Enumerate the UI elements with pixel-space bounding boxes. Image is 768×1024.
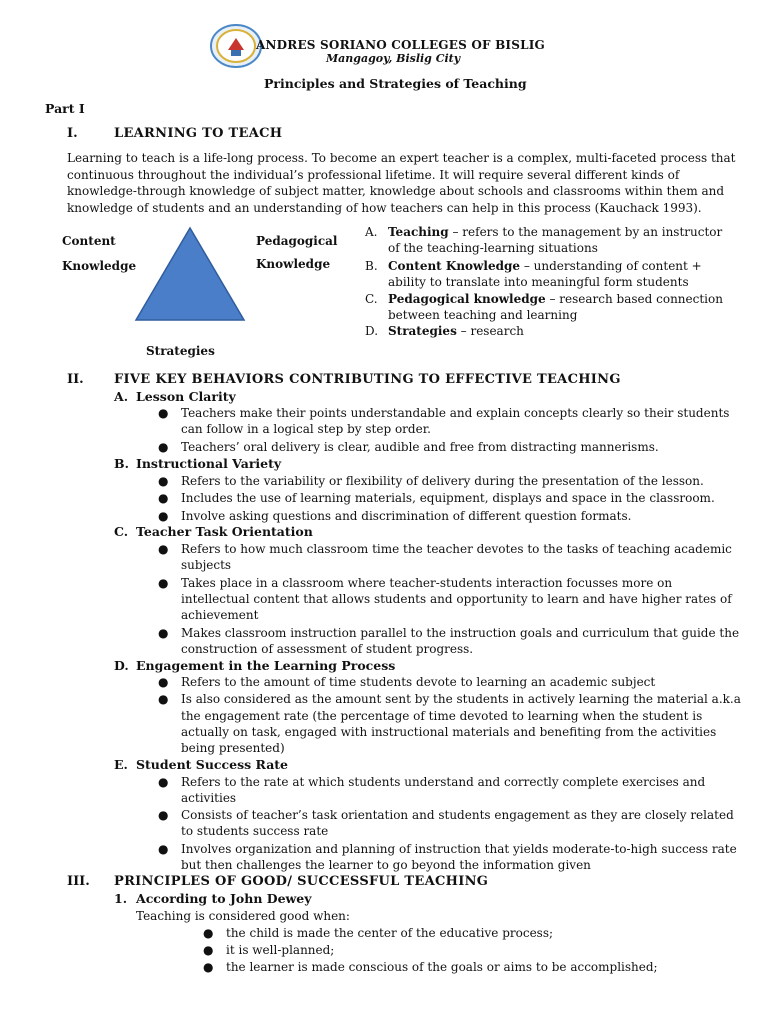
subsection-e-title: Student Success Rate [136, 757, 289, 772]
school-location: Mangagoy, Bislig City [326, 52, 461, 65]
bullet-icon: ● [158, 576, 169, 590]
list-item: it is well-planned; [226, 943, 335, 957]
list-item: the engagement rate (the percentage of time devoted to learning when the student is [181, 709, 703, 723]
list-item: Involves organization and planning of instruction that yields moderate-to-high success rate [181, 842, 737, 856]
bullet-icon: ● [203, 960, 214, 974]
section-3-title: PRINCIPLES OF GOOD/ SUCCESSFUL TEACHING [114, 874, 489, 889]
def-c [388, 291, 723, 308]
diagram-label-knowledge-left: Knowledge [62, 259, 137, 273]
diagram-label-content: Content [62, 234, 116, 248]
subsection-b-title: Instructional Variety [136, 456, 282, 471]
diagram-label-strategies: Strategies [146, 344, 215, 358]
list-item: Refers to the rate at which students understand and correctly complete exercises and [181, 775, 706, 789]
list-item: subjects [181, 558, 232, 572]
def-text: – research based connection [545, 292, 723, 306]
list-item: can follow in a logical step by step order. [181, 422, 431, 436]
list-item: Teachers make their points understandable and explain concepts clearly so their students [181, 406, 730, 420]
def-a [388, 224, 722, 241]
bullet-icon: ● [158, 406, 169, 420]
paragraph-line: Learning to teach is a life-long process. To become an expert teacher is a complex, multi-faceted process that [67, 151, 736, 165]
def-term: Strategies [388, 324, 457, 338]
def-c-letter: C. [365, 292, 378, 306]
list-item: Makes classroom instruction parallel to the instruction goals and curriculum that guide the [181, 626, 740, 640]
section-2-title: FIVE KEY BEHAVIORS CONTRIBUTING TO EFFECTIVE TEACHING [114, 372, 621, 387]
list-item: Involve asking questions and discrimination of different question formats. [181, 509, 632, 523]
section-3-number: III. [67, 874, 90, 889]
bullet-icon: ● [158, 675, 169, 689]
bullet-icon: ● [158, 842, 169, 856]
def-c-cont: between teaching and learning [388, 308, 578, 322]
def-b-cont: ability to translate into meaningful form students [388, 275, 689, 289]
paragraph-line: knowledge of students and an understanding of how teachers can help in this process (Kauchack 1993). [67, 200, 702, 215]
list-item: to students success rate [181, 824, 329, 838]
def-a-cont: of the teaching-learning situations [388, 241, 598, 255]
subsection-d-title: Engagement in the Learning Process [136, 658, 396, 673]
section-1-title: LEARNING TO TEACH [114, 126, 283, 141]
subsection-1-title: According to John Dewey [136, 891, 312, 906]
list-item: Is also considered as the amount sent by the students in actively learning the material a.k.a [181, 692, 741, 706]
bullet-icon: ● [158, 542, 169, 556]
list-item: Teachers’ oral delivery is clear, audible and free from distracting mannerisms. [181, 440, 659, 454]
list-item: intellectual content that allows students and opportunity to learn and have higher rates of [181, 592, 732, 606]
paragraph-line: knowledge-through knowledge of subject matter, knowledge about schools and classrooms within them and [67, 184, 725, 198]
subsection-e-label: E. [114, 757, 128, 772]
list-item: but then challenges the learner to go beyond the information given [181, 858, 591, 872]
list-item: Includes the use of learning materials, equipment, displays and space in the classroom. [181, 491, 715, 505]
bullet-icon: ● [158, 626, 169, 640]
def-term: Pedagogical knowledge [388, 292, 546, 306]
bullet-icon: ● [158, 440, 169, 454]
def-b [388, 258, 702, 275]
def-term: Content Knowledge [388, 259, 520, 273]
bullet-icon: ● [203, 943, 214, 957]
school-logo [210, 24, 262, 68]
list-item: the child is made the center of the educative process; [226, 926, 554, 940]
bullet-icon: ● [158, 509, 169, 523]
list-item: achievement [181, 608, 259, 622]
def-text: – refers to the management by an instructor [448, 225, 723, 239]
section-3-intro: Teaching is considered good when: [136, 909, 350, 923]
diagram-label-knowledge-right: Knowledge [256, 257, 331, 271]
bullet-icon: ● [158, 491, 169, 505]
school-name: ANDRES SORIANO COLLEGES OF BISLIG [256, 38, 545, 52]
list-item: actually on task, engaged with instructional materials and benefiting from the activities [181, 725, 717, 739]
section-2-number: II. [67, 372, 84, 387]
paragraph-line: continuous throughout the individual’s professional lifetime. It will require several different kinds of [67, 167, 680, 182]
subsection-b-label: B. [114, 456, 129, 471]
bullet-icon: ● [158, 692, 169, 706]
bullet-icon: ● [203, 926, 214, 940]
bullet-icon: ● [158, 808, 169, 822]
def-term: Teaching [388, 225, 449, 239]
section-1-paragraph [67, 150, 736, 216]
list-item: Refers to the variability or flexibility of delivery during the presentation of the lesson. [181, 474, 704, 488]
def-text: – understanding of content + [520, 259, 702, 273]
bullet-icon: ● [158, 775, 169, 789]
subsection-c-title: Teacher Task Orientation [136, 524, 313, 539]
def-a-letter: A. [365, 225, 378, 239]
subsection-d-label: D. [114, 658, 129, 673]
diagram-label-pedagogical: Pedagogical [256, 234, 338, 248]
diagram-triangle [134, 226, 246, 322]
list-item: activities [181, 791, 237, 805]
def-text: – research [456, 324, 524, 338]
subsection-a-title: Lesson Clarity [136, 389, 236, 404]
subsection-c-label: C. [114, 524, 129, 539]
def-b-letter: B. [365, 259, 378, 273]
section-1-number: I. [67, 126, 78, 141]
list-item: being presented) [181, 741, 285, 755]
subsection-1-label: 1. [114, 891, 128, 906]
list-item: Refers to how much classroom time the teacher devotes to the tasks of teaching academic [181, 542, 732, 556]
part-label: Part I [45, 101, 85, 116]
list-item: construction of assessment of student progress. [181, 642, 474, 656]
list-item: Refers to the amount of time students devote to learning an academic subject [181, 675, 656, 689]
def-d [388, 323, 524, 340]
subsection-a-label: A. [114, 389, 129, 404]
document-title: Principles and Strategies of Teaching [264, 76, 527, 91]
list-item: Consists of teacher’s task orientation and students engagement as they are closely related [181, 808, 734, 822]
bullet-icon: ● [158, 474, 169, 488]
list-item: the learner is made conscious of the goals or aims to be accomplished; [226, 960, 658, 974]
list-item: Takes place in a classroom where teacher-students interaction focusses more on [181, 576, 673, 590]
def-d-letter: D. [365, 324, 379, 338]
